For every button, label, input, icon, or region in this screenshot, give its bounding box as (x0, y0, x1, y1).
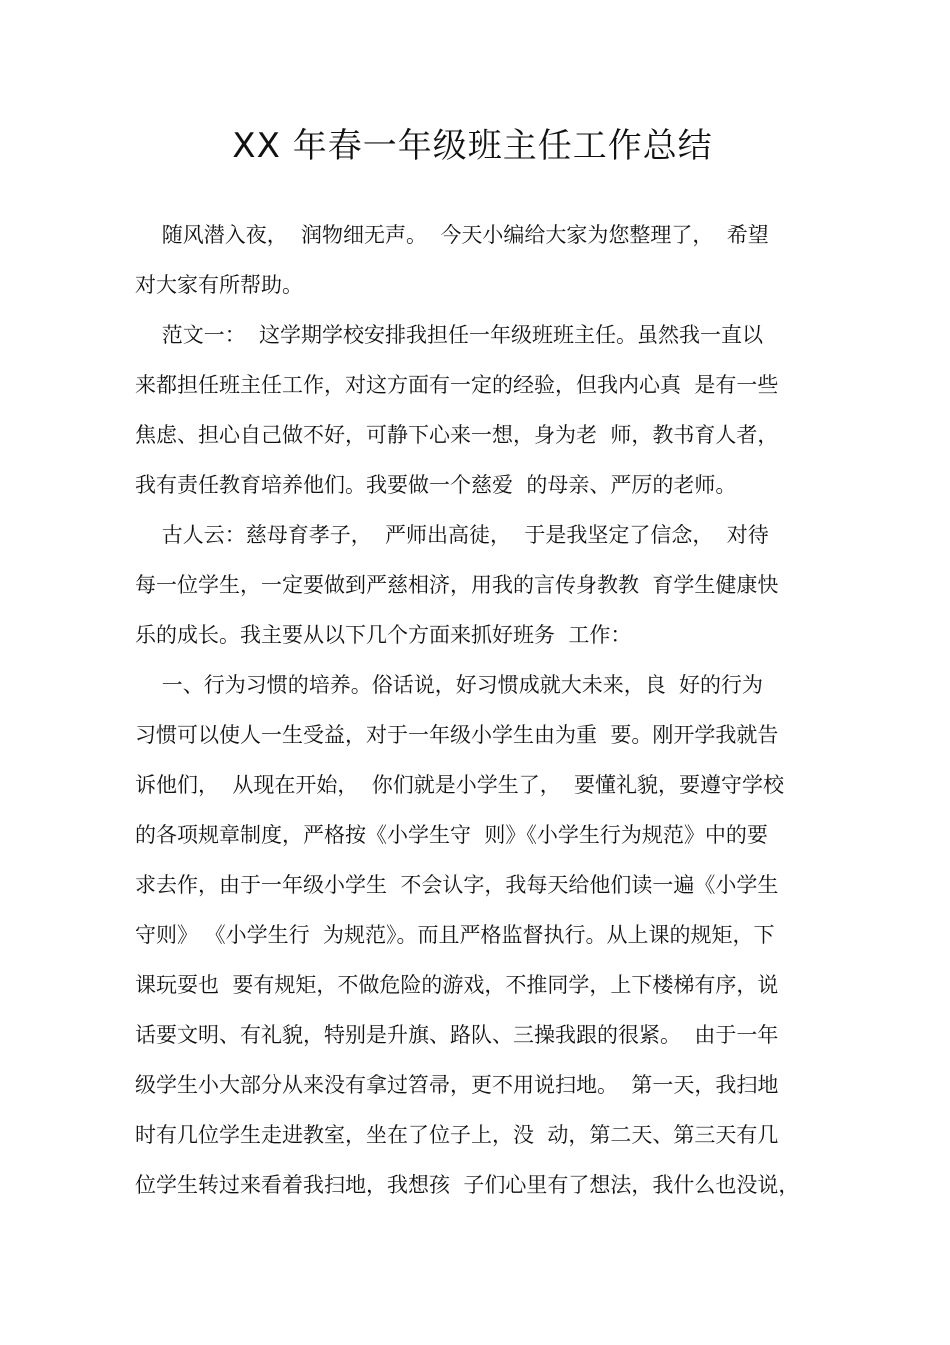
text-line: 对大家有所帮助。 (135, 273, 303, 297)
document-title: XX 年春一年级班主任工作总结 (232, 126, 713, 166)
text-line: 求去作，由于一年级小学生 不会认字，我每天给他们读一遍《小学生 (135, 873, 779, 897)
text-line: 课玩耍也 要有规矩，不做危险的游戏，不推同学，上下楼梯有序，说 (135, 973, 779, 997)
text-line: 诉他们， 从现在开始， 你们就是小学生了， 要懂礼貌，要遵守学校 (135, 773, 785, 797)
text-line: 乐的成长。我主要从以下几个方面来抓好班务 工作： (135, 623, 632, 647)
text-line: 的各项规章制度，严格按《小学生守 则》《小学生行为规范》中的要 (135, 823, 768, 847)
text-line: 位学生转过来看着我扫地，我想孩 子们心里有了想法，我什么也没说， (135, 1173, 800, 1197)
text-line: 话要文明、有礼貌，特别是升旗、路队、三操我跟的很紧。 由于一年 (135, 1023, 779, 1047)
text-line: 我有责任教育培养他们。我要做一个慈爱 的母亲、严厉的老师。 (135, 473, 737, 497)
text-line: 来都担任班主任工作，对这方面有一定的经验，但我内心真 是有一些 (135, 373, 779, 397)
text-line: 守则》 《小学生行 为规范》。而且严格监督执行。从上课的规矩，下 (135, 923, 775, 947)
text-line: 级学生小大部分从来没有拿过笤帚，更不用说扫地。 第一天，我扫地 (135, 1073, 779, 1097)
text-line: 焦虑、担心自己做不好，可静下心来一想，身为老 师，教书育人者， (135, 423, 779, 447)
document-body (135, 210, 825, 1210)
text-line: 每一位学生，一定要做到严慈相济，用我的言传身教教 育学生健康快 (135, 573, 779, 597)
text-line: 一、行为习惯的培养。俗话说，好习惯成就大未来，良 好的行为 (135, 673, 764, 697)
text-line: 时有几位学生走进教室，坐在了位子上，没 动，第二天、第三天有几 (135, 1123, 779, 1147)
text-line: 习惯可以使人一生受益，对于一年级小学生由为重 要。刚开学我就告 (135, 723, 779, 747)
text-line: 范文一： 这学期学校安排我担任一年级班班主任。虽然我一直以 (135, 323, 764, 347)
text-line: 古人云：慈母育孝子， 严师出高徒， 于是我坚定了信念， 对待 (135, 523, 769, 547)
text-line: 随风潜入夜， 润物细无声。 今天小编给大家为您整理了， 希望 (135, 223, 769, 247)
